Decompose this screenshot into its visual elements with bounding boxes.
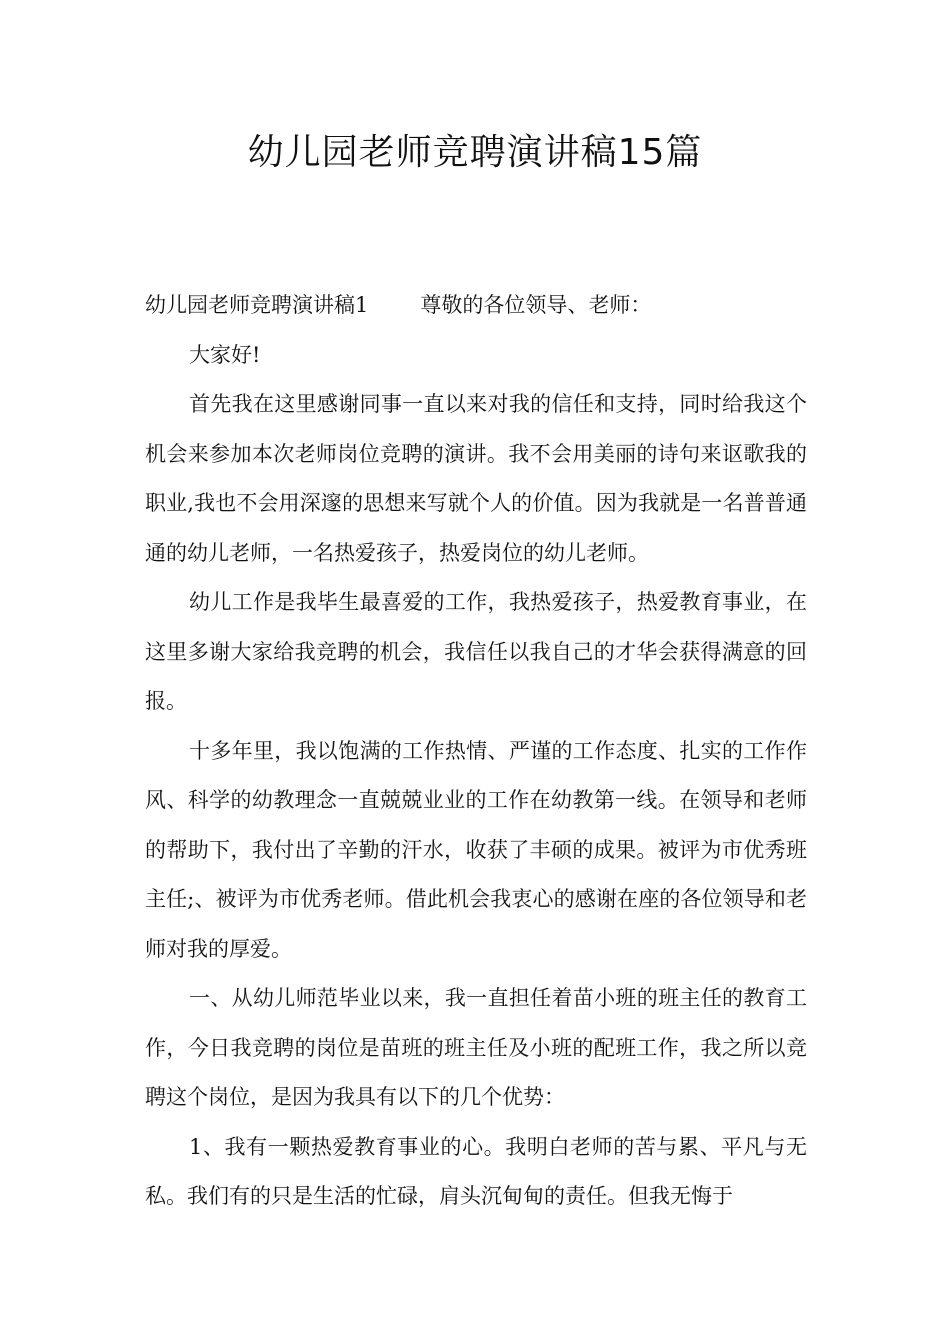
document-title: 幼儿园老师竞聘演讲稿15篇 [247, 132, 703, 173]
paragraph-point-one: 1、我有一颗热爱教育事业的心。我明白老师的苦与累、平凡与无私。我们有的只是生活的忙碌，肩头沉甸甸的责任。但我无悔于 [145, 1134, 807, 1208]
document-body [145, 281, 807, 1222]
speech-subheading: 幼儿园老师竞聘演讲稿1 [145, 293, 369, 317]
paragraph-experience: 十多年里，我以饱满的工作热情、严谨的工作态度、扎实的工作作风、科学的幼教理念一直兢兢业业的工作在幼教第一线。在领导和老师的帮助下，我付出了辛勤的汗水，收获了丰硕的成果。被评为市优秀班主任;、被评为市优秀老师。借此机会我衷心的感谢在座的各位领导和老师对我的厚爱。 [145, 738, 807, 961]
paragraph-section-one: 一、从幼儿师范毕业以来，我一直担任着苗小班的班主任的教育工作，今日我竞聘的岗位是苗班的班主任及小班的配班工作，我之所以竞聘这个岗位，是因为我具有以下的几个优势： [145, 986, 807, 1109]
paragraph-thanks: 首先我在这里感谢同事一直以来对我的信任和支持，同时给我这个机会来参加本次老师岗位竞聘的演讲。我不会用美丽的诗句来讴歌我的职业,我也不会用深邃的思想来写就个人的价值。因为我就是一名普普通通的幼儿老师，一名热爱孩子，热爱岗位的幼儿老师。 [145, 392, 807, 565]
paragraph-greeting: 大家好! [189, 342, 261, 367]
opening-line [145, 281, 807, 331]
paragraph-passion: 幼儿工作是我毕生最喜爱的工作，我热爱孩子，热爱教育事业，在这里多谢大家给我竞聘的机会，我信任以我自己的才华会获得满意的回报。 [145, 590, 807, 713]
salutation: 尊敬的各位领导、老师： [420, 293, 652, 317]
